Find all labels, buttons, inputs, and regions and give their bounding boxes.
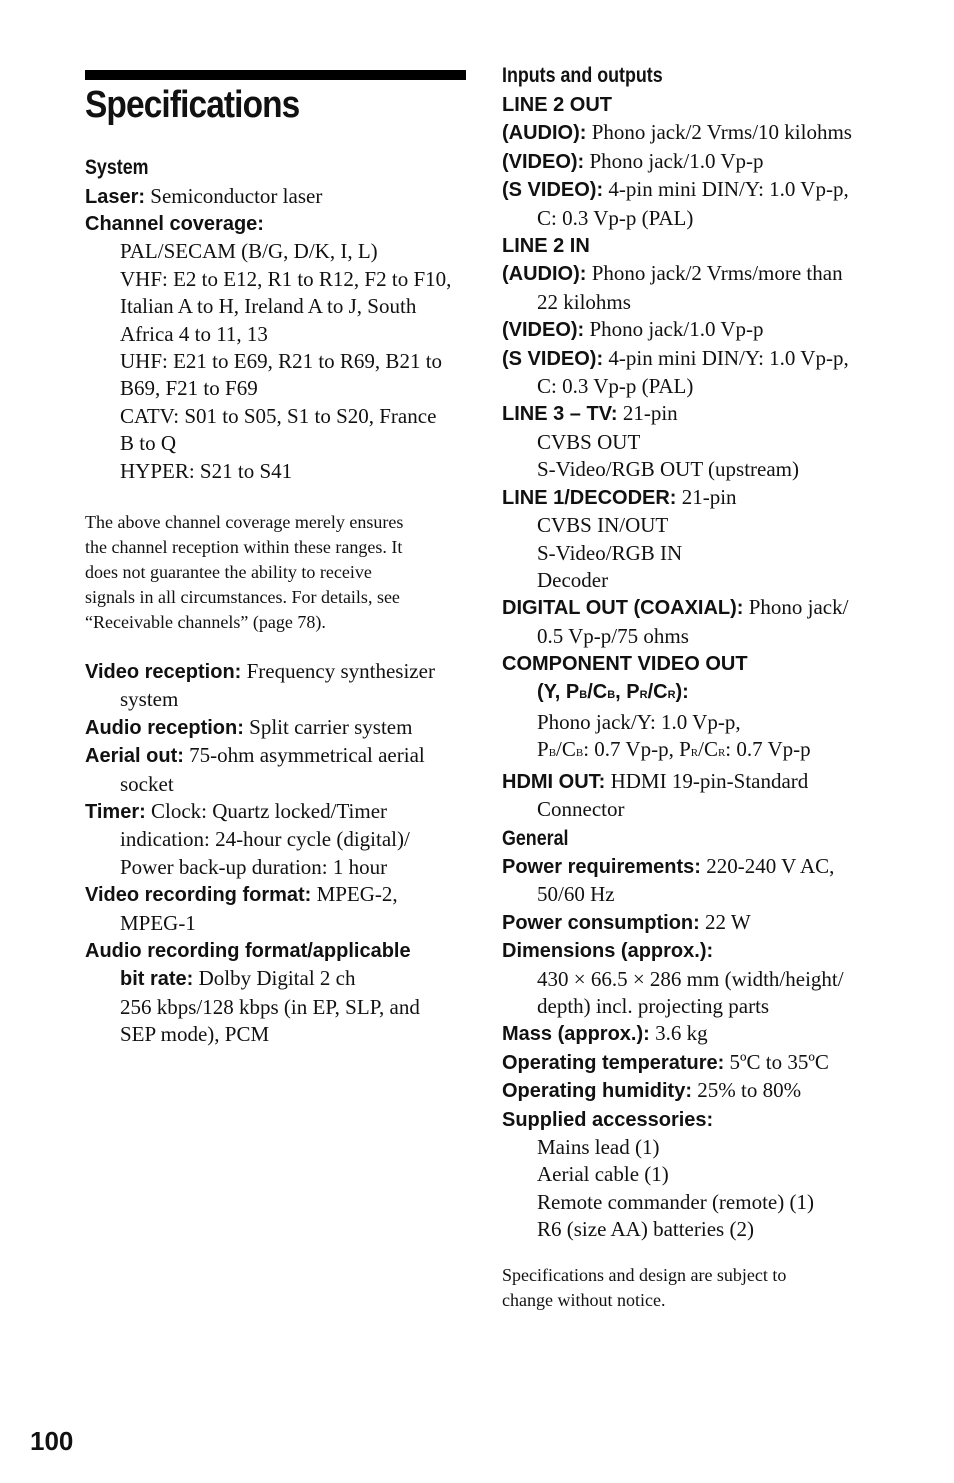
- spec-line: S-Video/RGB OUT (upstream): [537, 457, 799, 482]
- spec-label: Power consumption:: [502, 911, 700, 934]
- spec-audio-recording-format: [85, 937, 470, 1049]
- spec-line: C: 0.3 Vp-p (PAL): [537, 374, 694, 399]
- spec-line: Remote commander (remote) (1): [537, 1189, 814, 1214]
- spec-line1-decoder: [502, 484, 912, 595]
- spec-label: LINE 1/DECODER:: [502, 486, 677, 509]
- subscript: R: [667, 688, 676, 701]
- subscript: B: [607, 688, 616, 701]
- spec-line: socket: [120, 771, 174, 796]
- spec-line: Aerial cable (1): [537, 1162, 669, 1187]
- title-rule: [85, 70, 466, 80]
- spec-value: 75-ohm asymmetrical aerial: [183, 743, 425, 768]
- spec-label: (VIDEO):: [502, 319, 585, 342]
- spec-label: Mass (approx.):: [502, 1023, 650, 1046]
- spec-line3-tv: [502, 400, 912, 483]
- label-part: /C: [647, 680, 668, 703]
- channel-note: [85, 510, 470, 635]
- spec-label: Operating humidity:: [502, 1080, 692, 1103]
- label-part: (Y, P: [537, 680, 580, 703]
- spec-line: indication: 24-hour cycle (digital)/: [120, 827, 410, 852]
- spec-label: HDMI OUT:: [502, 770, 606, 793]
- value-part: /C: [556, 737, 576, 762]
- spec-line2-out: [502, 91, 912, 119]
- spec-label: DIGITAL OUT (COAXIAL):: [502, 597, 744, 620]
- label-part: ):: [675, 680, 689, 703]
- spec-line: Phono jack/Y: 1.0 Vp-p,: [537, 709, 741, 734]
- note-line: does not guarantee the ability to receive: [85, 562, 372, 582]
- spec-label: Supplied accessories:: [502, 1108, 714, 1131]
- subscript: R: [639, 688, 648, 701]
- spec-label: Channel coverage:: [85, 213, 264, 235]
- page-title: Specifications: [85, 84, 300, 126]
- footer-note: [502, 1263, 902, 1313]
- spec-label: (S VIDEO):: [502, 347, 604, 370]
- note-line: “Receivable channels” (page 78).: [85, 612, 326, 632]
- spec-line: 256 kbps/128 kbps (in EP, SLP, and: [120, 994, 420, 1019]
- spec-label: Laser:: [85, 186, 146, 208]
- spec-audio-reception: [85, 714, 470, 742]
- label-part: /C: [587, 680, 608, 703]
- spec-line2-out-video: [502, 148, 912, 176]
- spec-value: Phono jack/1.0 Vp-p: [584, 148, 764, 173]
- spec-value: 22 W: [699, 909, 751, 934]
- spec-line: R6 (size AA) batteries (2): [537, 1217, 754, 1242]
- spec-line: CATV: S01 to S05, S1 to S20, France: [120, 403, 437, 428]
- value-part: P: [537, 737, 549, 762]
- spec-value: 4-pin mini DIN/Y: 1.0 Vp-p,: [603, 345, 849, 370]
- spec-value: Semiconductor laser: [145, 184, 323, 208]
- spec-label-cont: [85, 965, 470, 993]
- label-part: , P: [615, 680, 640, 703]
- spec-line: Decoder: [537, 567, 609, 592]
- spec-value: MPEG-2,: [311, 882, 398, 907]
- spec-hdmi-out: [502, 768, 912, 824]
- spec-operating-humidity: [502, 1077, 912, 1105]
- spec-value: Phono jack/2 Vrms/10 kilohms: [586, 120, 852, 145]
- spec-line: 50/60 Hz: [537, 882, 615, 907]
- subscript: B: [575, 747, 584, 760]
- spec-value: Split carrier system: [243, 714, 413, 739]
- spec-label: Timer:: [85, 801, 146, 824]
- spec-power-consumption: [502, 909, 912, 937]
- spec-value: 5ºC to 35ºC: [724, 1049, 829, 1074]
- spec-line: Mains lead (1): [537, 1135, 660, 1160]
- spec-label: (VIDEO):: [502, 150, 585, 173]
- subscript: R: [717, 747, 726, 760]
- spec-supplied-accessories: [502, 1106, 912, 1244]
- spec-line: C: 0.3 Vp-p (PAL): [537, 205, 694, 230]
- spec-mass: [502, 1020, 912, 1048]
- spec-label: (AUDIO):: [502, 122, 587, 145]
- spec-line: [502, 736, 912, 767]
- subscript: B: [548, 747, 557, 760]
- spec-value: 220-240 V AC,: [700, 854, 835, 878]
- spec-value: 3.6 kg: [649, 1021, 708, 1046]
- spec-component-video-out: [502, 650, 912, 768]
- spec-value: Clock: Quartz locked/Timer: [145, 799, 388, 824]
- section-heading-general: General: [502, 827, 569, 850]
- spec-line: 430 × 66.5 × 286 mm (width/height/: [537, 966, 844, 991]
- spec-label: Power requirements:: [502, 856, 701, 878]
- value-part: : 0.7 Vp-p: [725, 737, 811, 762]
- spec-line: Connector: [537, 797, 625, 822]
- note-line: change without notice.: [502, 1290, 666, 1310]
- spec-line: HYPER: S21 to S41: [120, 458, 293, 483]
- spec-value: Phono jack/1.0 Vp-p: [584, 317, 764, 342]
- spec-channel-coverage: [85, 210, 470, 485]
- section-heading-inputs-outputs: Inputs and outputs: [502, 64, 663, 87]
- section-heading-system: System: [85, 156, 149, 179]
- spec-value: 4-pin mini DIN/Y: 1.0 Vp-p,: [603, 177, 849, 202]
- spec-line: depth) incl. projecting parts: [537, 994, 770, 1019]
- spec-label: (S VIDEO):: [502, 179, 604, 202]
- spec-label: (AUDIO):: [502, 263, 587, 286]
- spec-line: S-Video/RGB IN: [537, 540, 683, 565]
- spec-label: Aerial out:: [85, 745, 184, 768]
- spec-power-requirements: [502, 853, 912, 909]
- value-part: /C: [698, 737, 718, 762]
- spec-line: B to Q: [120, 431, 177, 456]
- spec-line: 22 kilohms: [537, 289, 631, 314]
- spec-value: Phono jack/: [743, 595, 849, 620]
- spec-label: LINE 3 – TV:: [502, 403, 618, 426]
- spec-digital-out: [502, 594, 912, 650]
- spec-line: UHF: E21 to E69, R21 to R69, B21 to: [120, 349, 443, 374]
- spec-line: Italian A to H, Ireland A to J, South: [120, 294, 417, 319]
- subscript: R: [690, 747, 699, 760]
- spec-value: Phono jack/2 Vrms/more than: [586, 261, 843, 286]
- value-part: : 0.7 Vp-p, P: [583, 737, 691, 762]
- spec-label: COMPONENT VIDEO OUT: [502, 653, 748, 676]
- spec-operating-temperature: [502, 1049, 912, 1077]
- spec-label: Dimensions (approx.):: [502, 940, 714, 963]
- spec-line: Africa 4 to 11, 13: [120, 321, 268, 346]
- spec-value: 21-pin: [617, 401, 678, 426]
- spec-aerial-out: [85, 742, 470, 798]
- spec-label: Operating temperature:: [502, 1051, 725, 1074]
- spec-list-left: [85, 658, 470, 1049]
- note-line: signals in all circumstances. For details, see: [85, 587, 400, 607]
- spec-value: 25% to 80%: [692, 1078, 802, 1103]
- spec-line: 0.5 Vp-p/75 ohms: [537, 623, 689, 648]
- spec-list-right-general: [502, 853, 912, 1244]
- spec-line: CVBS IN/OUT: [537, 513, 669, 538]
- spec-line2-in: [502, 232, 912, 260]
- spec-label: Video recording format:: [85, 884, 312, 907]
- spec-line2-in-svideo: [502, 345, 912, 401]
- spec-line: MPEG-1: [120, 910, 196, 935]
- spec-value: 21-pin: [676, 484, 737, 509]
- spec-value: HDMI 19-pin-Standard: [605, 768, 809, 793]
- spec-video-reception: [85, 658, 470, 714]
- spec-video-recording-format: [85, 881, 470, 937]
- spec-line2-in-video: [502, 316, 912, 344]
- spec-line: VHF: E2 to E12, R1 to R12, F2 to F10,: [120, 266, 452, 291]
- spec-line2-out-audio: [502, 119, 912, 147]
- note-line: Specifications and design are subject to: [502, 1265, 787, 1285]
- subscript: B: [579, 688, 588, 701]
- spec-line: B69, F21 to F69: [120, 376, 258, 401]
- spec-line: SEP mode), PCM: [120, 1022, 270, 1047]
- spec-list-right-io: [502, 91, 912, 824]
- spec-label: bit rate:: [120, 968, 194, 991]
- spec-line: Power back-up duration: 1 hour: [120, 854, 388, 879]
- spec-value: Dolby Digital 2 ch: [193, 966, 356, 991]
- spec-line: system: [120, 687, 179, 712]
- spec-label: Video reception:: [85, 661, 242, 683]
- spec-line: PAL/SECAM (B/G, D/K, I, L): [120, 239, 378, 264]
- note-line: The above channel coverage merely ensures: [85, 512, 404, 532]
- spec-label: Audio reception:: [85, 716, 244, 739]
- spec-label-cont: [502, 679, 912, 709]
- spec-label: LINE 2 OUT: [502, 94, 613, 116]
- spec-laser: [85, 183, 470, 211]
- note-line: the channel reception within these ranges. It: [85, 537, 403, 557]
- spec-label: LINE 2 IN: [502, 235, 590, 258]
- spec-value: Frequency synthesizer: [241, 659, 435, 683]
- page-number: 100: [30, 1426, 74, 1456]
- spec-timer: [85, 798, 470, 881]
- spec-line: CVBS OUT: [537, 429, 641, 454]
- spec-dimensions: [502, 937, 912, 1020]
- spec-line2-in-audio: [502, 260, 912, 316]
- spec-label: Audio recording format/applicable: [85, 940, 411, 963]
- spec-line2-out-svideo: [502, 176, 912, 232]
